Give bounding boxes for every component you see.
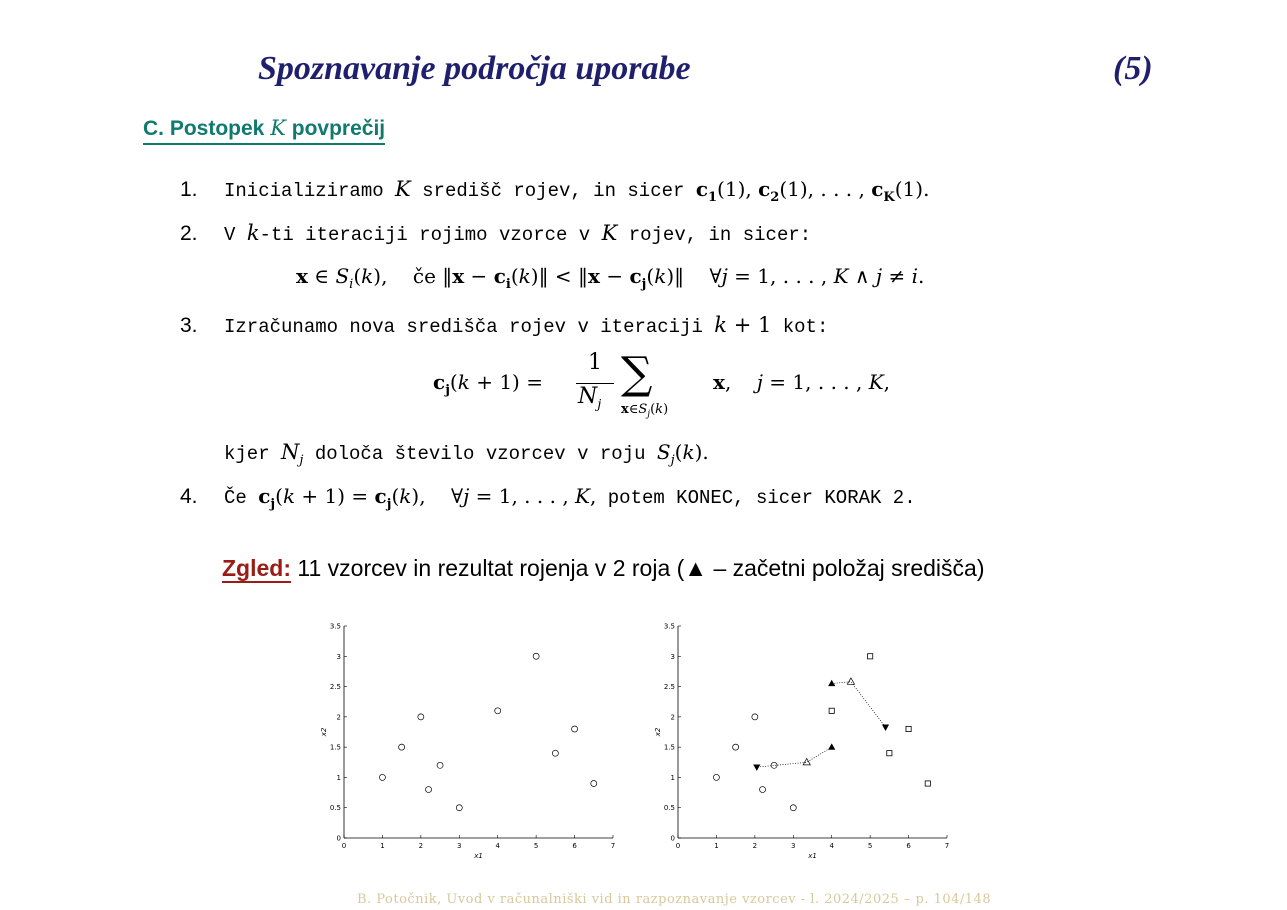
step-3-text: Izračunamo nova središča rojev v iteraciji k + 1 kot: [224, 313, 829, 338]
y-axis-label: x2 [654, 727, 662, 737]
y-tick-label: 0 [336, 834, 341, 843]
y-tick-label: 1.5 [663, 743, 675, 752]
x-tick-label: 7 [610, 842, 616, 850]
section-suffix: povprečij [291, 117, 386, 140]
x-axis-label: x1 [808, 852, 817, 860]
data-point-circle [437, 762, 443, 768]
step-2-text-c: rojev, in sicer: [628, 224, 812, 246]
y-tick-label: 3 [336, 652, 341, 661]
step-2-text-a: V [224, 224, 236, 246]
data-point-circle [399, 744, 405, 750]
y-tick-label: 0.5 [663, 804, 675, 813]
x-axis-label: x1 [474, 852, 483, 860]
data-point-circle [733, 744, 739, 750]
y-tick-label: 2 [336, 713, 341, 722]
step-3-number: 3. [180, 314, 198, 337]
data-point-circle [426, 787, 432, 793]
section-prefix: C. Postopek [143, 117, 265, 140]
x-tick-label: 3 [457, 842, 462, 850]
slide-title: Spoznavanje področja uporabe [258, 50, 691, 87]
data-point-circle [752, 714, 758, 720]
step-4-text-a: Če [224, 487, 247, 509]
data-point-circle [552, 750, 558, 756]
footer: B. Potočnik, Uvod v računalniški vid in razpoznavanje vzorcev - l. 2024/2025 – p. 104/148 [357, 892, 992, 907]
data-point-square [829, 708, 834, 713]
centroid-path [757, 747, 832, 767]
x-tick-label: 6 [572, 842, 577, 850]
y-tick-label: 2.5 [663, 683, 675, 692]
x-tick-label: 1 [380, 842, 385, 850]
data-point-circle [760, 787, 766, 793]
data-point-circle [533, 653, 539, 659]
y-tick-label: 0.5 [329, 804, 341, 813]
x-tick-label: 0 [341, 842, 347, 850]
step-4-number: 4. [180, 485, 198, 508]
data-point-square [906, 726, 911, 731]
y-axis-label: x2 [320, 727, 328, 737]
y-tick-label: 3.5 [663, 622, 675, 631]
x-tick-label: 4 [829, 842, 834, 850]
example-label: Zgled: [222, 555, 291, 581]
y-tick-label: 3.5 [329, 622, 341, 631]
scatter-chart-samples [300, 612, 630, 862]
y-tick-label: 1 [670, 773, 675, 782]
step-1-text: Inicializiramo K središč rojev, in sicer $c_1(1)$, $c_2(1)$, . . . , $c_K(1)$. [224, 177, 930, 205]
y-tick-label: 2.5 [329, 683, 341, 692]
step-1-text-b: središč rojev, in sicer [422, 180, 685, 202]
step-4-text-b: potem KONEC, sicer KORAK 2. [607, 487, 916, 509]
example-text: 11 vzorcev in rezultat rojenja v 2 roja (▲ – začetni položaj središča) [297, 555, 985, 581]
y-tick-label: 1 [336, 773, 341, 782]
x-tick-label: 5 [533, 842, 539, 850]
x-tick-label: 2 [752, 842, 758, 850]
step-2-text-b: -ti iteraciji rojimo vzorce v [259, 224, 591, 246]
data-point-square [887, 751, 892, 756]
assignment-formula: x ∈ $S_i(k)$, če ‖x − $c_i(k)‖$ < ‖x − $c_j(k)‖$ ∀j = 1, . . . , K ∧ j ≠ i. [296, 264, 925, 292]
step-3-text-b: kot: [782, 316, 829, 338]
y-tick-label: 3 [670, 652, 675, 661]
x-tick-label: 1 [714, 842, 719, 850]
centroid-mid-marker [847, 678, 854, 684]
centroid-final-marker [753, 765, 760, 771]
step-3-note: kjer $N_j$ določa število vzorcev v roju $S_j(k)$. [224, 440, 709, 469]
y-tick-label: 2 [670, 713, 675, 722]
data-point-circle [771, 762, 777, 768]
x-tick-label: 3 [791, 842, 796, 850]
data-point-circle [572, 726, 578, 732]
step-3-text-a: Izračunamo nova središča rojev v iteraciji [224, 316, 703, 338]
y-tick-label: 1.5 [329, 743, 341, 752]
section-var: K [270, 116, 286, 140]
example-line [222, 555, 984, 582]
centroid-path [832, 682, 886, 727]
step-1-number: 1. [180, 178, 198, 201]
x-tick-label: 6 [906, 842, 911, 850]
centroid-mid-marker [803, 758, 810, 764]
section-heading [143, 116, 385, 145]
x-tick-label: 5 [867, 842, 873, 850]
step-3-note-b: določa število vzorcev v roju [314, 443, 646, 465]
data-point-circle [713, 774, 719, 780]
data-point-circle [456, 805, 462, 811]
centroid-final-marker [882, 725, 889, 731]
step-2-text: V k-ti iteraciji rojimo vzorce v K rojev, in sicer: [224, 221, 812, 246]
slide-number: (5) [1113, 50, 1153, 87]
data-point-circle [379, 774, 385, 780]
centroid-start-marker [828, 680, 835, 686]
x-tick-label: 4 [495, 842, 500, 850]
scatter-chart-clusters [634, 612, 964, 862]
data-point-square [868, 654, 873, 659]
step-3-note-a: kjer [224, 443, 270, 465]
data-point-circle [591, 780, 597, 786]
x-tick-label: 0 [675, 842, 681, 850]
data-point-circle [790, 805, 796, 811]
x-tick-label: 7 [944, 842, 950, 850]
step-1-text-a: Inicializiramo [224, 180, 384, 202]
y-tick-label: 0 [670, 834, 675, 843]
x-tick-label: 2 [418, 842, 424, 850]
step-2-number: 2. [180, 222, 198, 245]
step-4-text: Če $c_j(k + 1) = c_j(k)$, ∀j = 1, . . . , K, potem KONEC, sicer KORAK 2. [224, 484, 916, 512]
data-point-square [925, 781, 930, 786]
data-point-circle [495, 708, 501, 714]
data-point-circle [418, 714, 424, 720]
